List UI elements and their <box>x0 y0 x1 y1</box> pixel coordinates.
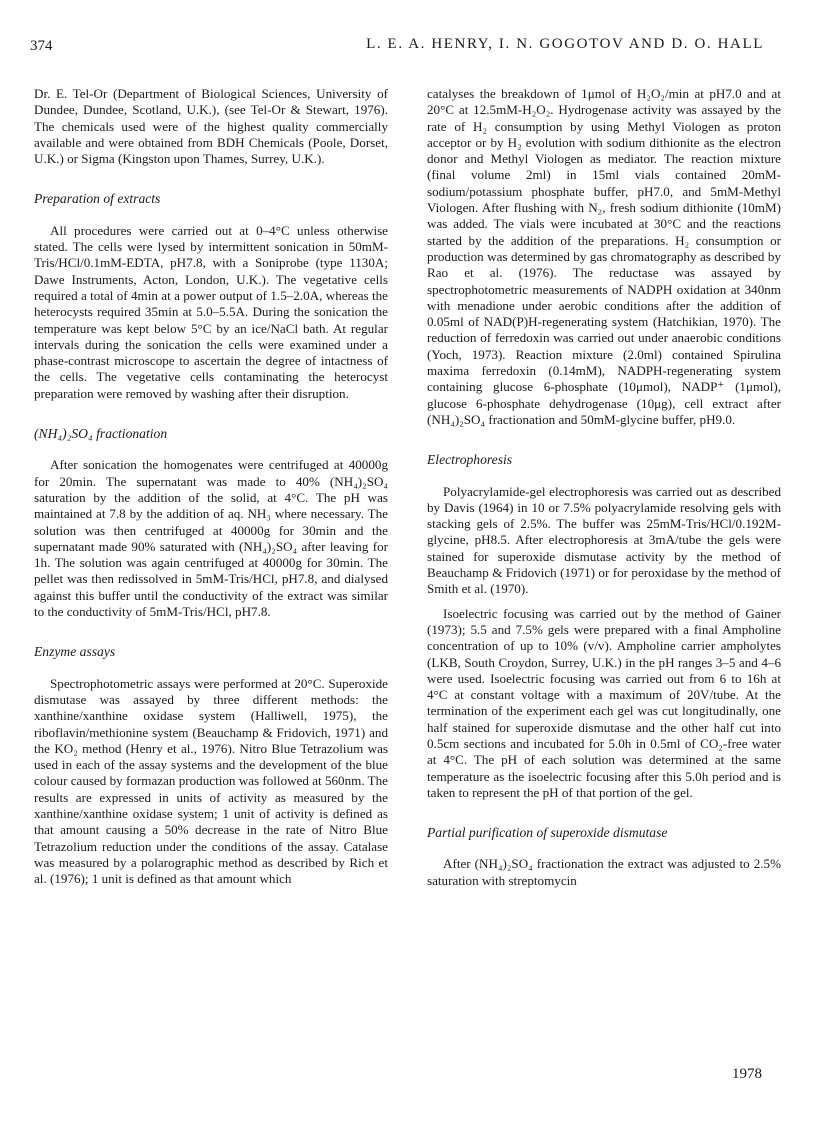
left-column <box>34 86 388 887</box>
intro-paragraph: Dr. E. Tel-Or (Department of Biological Sciences, University of Dundee, Dundee, Scotland, U.K.), (see Tel-Or & Stewart, 1976). The chemicals used were of the highest quality commercially available and were obtained from BDH Chemicals (Poole, Dorset, U.K.) or Sigma (Kingston upon Thames, Surrey, U.K.). <box>34 86 388 167</box>
section-heading-enzyme-assays: Enzyme assays <box>34 644 116 660</box>
paragraph-partial-purification: After (NH₄)₂SO₄ fractionation the extract was adjusted to 2.5% saturation with streptomycin <box>427 856 781 888</box>
page-number: 374 <box>30 38 53 54</box>
paragraph-enzyme-assays: Spectrophotometric assays were performed at 20°C. Superoxide dismutase was assayed by three different methods: the xanthine/xanthine oxidase system (Halliwell, 1975), the riboflavin/methionine system (Beauchamp & Fridovich, 1971) and the KO₂ method (Henry et al., 1976). Nitro Blue Tetrazolium was used in each of the assay systems and the development of the blue colour caused by formazan production was followed at 560nm. The results are expressed in units of activity as measured by the xanthine/xanthine oxidase system; 1 unit of activity is defined as that amount causing a 50% decrease in the rate of Nitro Blue Tetrazolium reduction under the conditions of the assay. Catalase was measured by a polarographic method as described by Rich et al. (1976); 1 unit is defined as that amount which <box>34 675 388 887</box>
section-heading-preparation-of-extracts: Preparation of extracts <box>34 191 161 207</box>
section-heading-ammonium-sulphate-fractionation: (NH₄)₂SO₄ fractionation <box>34 426 168 442</box>
paragraph-preparation-of-extracts: All procedures were carried out at 0–4°C unless otherwise stated. The cells were lysed by intermittent sonication in 50mM-Tris/HCl/0.1mM-EDTA, pH7.8, with a Soniprobe (type 1130A; Dawe Instruments, Acton, London, U.K.). The vegetative cells required a total of 4min at a power output of 1.5–2.0A, whereas the heterocysts required 35min at 5.0–5.5A. During the sonication the temperature was kept below 5°C by an ice/NaCl bath. At regular intervals during the sonication the cells were examined under a phase-contrast microscope to ascertain the degree of intactness of the cells. The vegetative cells contaminating the heterocyst preparation were removed by washing after their disruption. <box>34 222 388 401</box>
paragraph-enzyme-assays-continued: catalyses the breakdown of 1μmol of H₂O₂/min at pH7.0 and at 20°C at 12.5mM-H₂O₂. Hydrogenase activity was assayed by the rate of H₂ consumption by using Methyl Viologen as proton acceptor or by H₂ evolution with sodium dithionite as the electron donor and Methyl Viologen as mediator. The reaction mixture (final volume 2ml) in 15ml vials contained 20mM-sodium/potassium phosphate buffer, pH7.0, and 5mM-Methyl Viologen. After flushing with N₂, fresh sodium dithionite (10mM) was added. The vials were incubated at 30°C and the reactions started by the addition of the preparations. H₂ consumption or production was determined by gas chromatography as described by Rao et al. (1976). The reductase was assayed by spectrophotometric measurements of NADPH oxidation at 340nm with menadione under aerobic conditions after the addition of 0.05ml of NAD(P)H-regenerating system (Hatchikian, 1970). The reduction of ferredoxin was carried out under anaerobic conditions (Yoch, 1973). Reaction mixture (2.0ml) contained Spirulina maxima ferredoxin (0.14mM), NADPH-regenerating system containing glucose 6-phosphate (10μmol), NADP⁺ (1μmol), glucose 6-phosphate dehydrogenase (10μg), cell extract after (NH₄)₂SO₄ fractionation and 50mM-glycine buffer, pH9.0. <box>427 86 781 427</box>
section-heading-electrophoresis: Electrophoresis <box>427 452 513 468</box>
running-head-authors: L. E. A. HENRY, I. N. GOGOTOV AND D. O. HALL <box>366 36 764 52</box>
paragraph-ammonium-sulphate-fractionation: After sonication the homogenates were centrifuged at 40000g for 20min. The supernatant was made to 40% (NH₄)₂SO₄ saturation by the addition of the solid, at 4°C. The pH was maintained at 7.8 by the addition of aq. NH₃ where necessary. The solution was then centrifuged at 40000g for 30min and the supernatant made 90% saturated with (NH₄)₂SO₄ after leaving for 1h. The solution was again centrifuged at 40000g for 30min. The pellet was then redissolved in 5mM-Tris/HCl, pH7.8, and dialysed against this buffer until the conductivity of the extract was similar to the conductivity of 5mM-Tris/HCl, pH7.8. <box>34 457 388 620</box>
paragraph-isoelectric-focusing: Isoelectric focusing was carried out by the method of Gainer (1973); 5.5 and 7.5% gels were prepared with a final Ampholine concentration of up to 10% (v/v). Ampholine carrier ampholytes (LKB, South Croydon, Surrey, U.K.) in the pH ranges 3–5 and 4–6 were used. Isoelectric focusing was carried out from 6 to 16h at 4°C at constant voltage with a maximum of 20V/tube. At the termination of the experiment each gel was cut longitudinally, one half stained for superoxide dismutase and the other half cut into 0.5cm sections and incubated for 5.0h in 0.5ml of CO₂-free water at 4°C. The pH of each solution was determined at the same temperature as the isoelectric focusing after this 5.0h period and is taken to represent the pH of that portion of the gel. <box>427 605 781 800</box>
right-column <box>427 86 781 889</box>
footer-year: 1978 <box>732 1066 762 1082</box>
paragraph-electrophoresis: Polyacrylamide-gel electrophoresis was carried out as described by Davis (1964) in 10 or 7.5% polyacrylamide resolving gels with stacking gels of 2.5%. The buffer was 25mM-Tris/HCl/0.192M-glycine, pH8.5. After electrophoresis at 3mA/tube the gels were stained for superoxide dismutase activity by the method of Beauchamp & Fridovich (1971) or for peroxidase by the method of Smith et al. (1970). <box>427 483 781 597</box>
section-heading-partial-purification: Partial purification of superoxide dismutase <box>427 825 668 841</box>
